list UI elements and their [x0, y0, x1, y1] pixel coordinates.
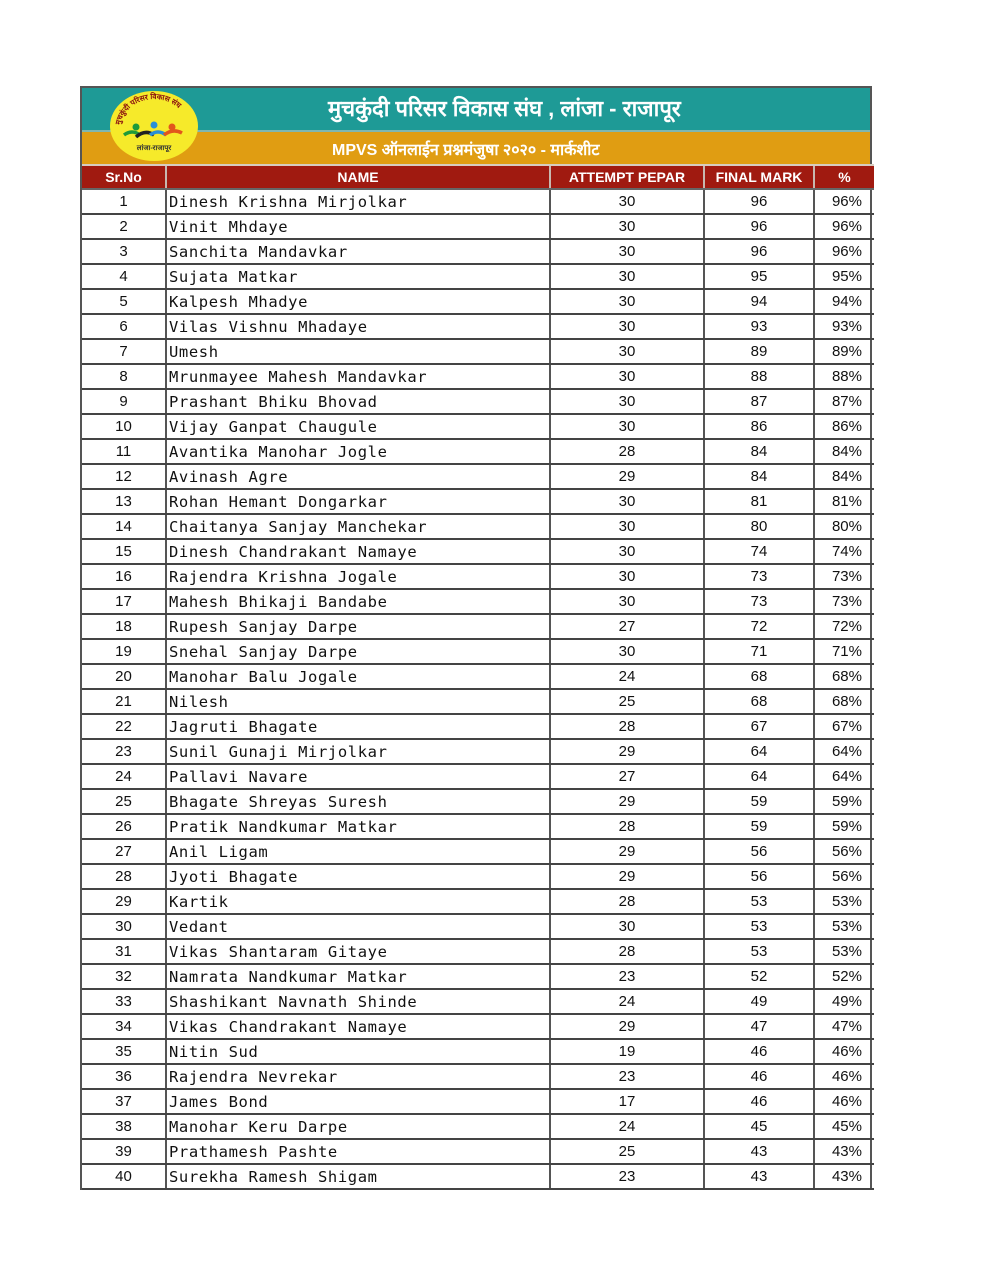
cell-name: Umesh — [166, 339, 550, 364]
cell-final-mark: 53 — [704, 914, 814, 939]
cell-final-mark: 68 — [704, 689, 814, 714]
cell-percent: 53% — [814, 889, 874, 914]
table-row — [82, 1014, 874, 1039]
cell-final-mark: 93 — [704, 314, 814, 339]
cell-name: Jagruti Bhagate — [166, 714, 550, 739]
organization-logo — [110, 91, 198, 161]
cell-final-mark: 52 — [704, 964, 814, 989]
table-row — [82, 1064, 874, 1089]
cell-final-mark: 43 — [704, 1139, 814, 1164]
cell-name: Dinesh Krishna Mirjolkar — [166, 189, 550, 214]
cell-percent: 49% — [814, 989, 874, 1014]
cell-percent: 45% — [814, 1114, 874, 1139]
cell-final-mark: 96 — [704, 239, 814, 264]
cell-final-mark: 84 — [704, 439, 814, 464]
table-row — [82, 639, 874, 664]
cell-name: Nitin Sud — [166, 1039, 550, 1064]
table-row — [82, 1114, 874, 1139]
table-row — [82, 864, 874, 889]
column-header-srno: Sr.No — [82, 165, 166, 189]
cell-attempt: 30 — [550, 539, 704, 564]
cell-name: Vijay Ganpat Chaugule — [166, 414, 550, 439]
cell-name: Avantika Manohar Jogle — [166, 439, 550, 464]
cell-attempt: 30 — [550, 389, 704, 414]
cell-percent: 96% — [814, 239, 874, 264]
cell-final-mark: 96 — [704, 214, 814, 239]
table-row — [82, 814, 874, 839]
cell-percent: 43% — [814, 1139, 874, 1164]
table-row — [82, 414, 874, 439]
cell-srno: 14 — [82, 514, 166, 539]
cell-attempt: 23 — [550, 1064, 704, 1089]
cell-attempt: 29 — [550, 464, 704, 489]
cell-srno: 25 — [82, 789, 166, 814]
cell-attempt: 24 — [550, 664, 704, 689]
table-row — [82, 539, 874, 564]
logo-icon — [110, 91, 198, 161]
cell-final-mark: 59 — [704, 789, 814, 814]
cell-percent: 56% — [814, 839, 874, 864]
cell-name: Chaitanya Sanjay Manchekar — [166, 514, 550, 539]
table-row — [82, 189, 874, 214]
cell-srno: 30 — [82, 914, 166, 939]
cell-attempt: 25 — [550, 1139, 704, 1164]
cell-percent: 68% — [814, 664, 874, 689]
cell-srno: 37 — [82, 1089, 166, 1114]
cell-attempt: 30 — [550, 489, 704, 514]
cell-final-mark: 56 — [704, 839, 814, 864]
cell-attempt: 28 — [550, 714, 704, 739]
cell-srno: 10 — [82, 414, 166, 439]
marks-table — [82, 164, 874, 1190]
cell-name: Rohan Hemant Dongarkar — [166, 489, 550, 514]
cell-srno: 5 — [82, 289, 166, 314]
cell-attempt: 30 — [550, 339, 704, 364]
cell-srno: 32 — [82, 964, 166, 989]
cell-attempt: 25 — [550, 689, 704, 714]
table-row — [82, 239, 874, 264]
cell-srno: 21 — [82, 689, 166, 714]
table-row — [82, 1164, 874, 1189]
marksheet — [80, 86, 872, 1190]
cell-final-mark: 81 — [704, 489, 814, 514]
cell-name: Sanchita Mandavkar — [166, 239, 550, 264]
cell-name: Anil Ligam — [166, 839, 550, 864]
cell-final-mark: 96 — [704, 189, 814, 214]
cell-percent: 64% — [814, 739, 874, 764]
table-row — [82, 464, 874, 489]
cell-name: Nilesh — [166, 689, 550, 714]
cell-name: Rajendra Krishna Jogale — [166, 564, 550, 589]
cell-srno: 9 — [82, 389, 166, 414]
cell-name: Kalpesh Mhadye — [166, 289, 550, 314]
cell-srno: 38 — [82, 1114, 166, 1139]
cell-name: Bhagate Shreyas Suresh — [166, 789, 550, 814]
cell-srno: 16 — [82, 564, 166, 589]
cell-percent: 72% — [814, 614, 874, 639]
cell-attempt: 28 — [550, 939, 704, 964]
table-row — [82, 764, 874, 789]
cell-final-mark: 46 — [704, 1089, 814, 1114]
cell-srno: 20 — [82, 664, 166, 689]
cell-srno: 18 — [82, 614, 166, 639]
cell-final-mark: 80 — [704, 514, 814, 539]
header-banner — [82, 88, 870, 164]
cell-percent: 53% — [814, 914, 874, 939]
cell-percent: 46% — [814, 1089, 874, 1114]
table-row — [82, 1089, 874, 1114]
cell-percent: 43% — [814, 1164, 874, 1189]
cell-name: Shashikant Navnath Shinde — [166, 989, 550, 1014]
cell-final-mark: 46 — [704, 1064, 814, 1089]
cell-attempt: 27 — [550, 614, 704, 639]
cell-final-mark: 49 — [704, 989, 814, 1014]
cell-name: Vikas Shantaram Gitaye — [166, 939, 550, 964]
cell-final-mark: 43 — [704, 1164, 814, 1189]
cell-srno: 7 — [82, 339, 166, 364]
cell-final-mark: 88 — [704, 364, 814, 389]
cell-final-mark: 89 — [704, 339, 814, 364]
cell-final-mark: 87 — [704, 389, 814, 414]
cell-attempt: 24 — [550, 989, 704, 1014]
table-row — [82, 339, 874, 364]
cell-percent: 88% — [814, 364, 874, 389]
table-row — [82, 264, 874, 289]
cell-srno: 19 — [82, 639, 166, 664]
cell-attempt: 30 — [550, 564, 704, 589]
cell-final-mark: 46 — [704, 1039, 814, 1064]
table-row — [82, 439, 874, 464]
cell-srno: 1 — [82, 189, 166, 214]
cell-attempt: 30 — [550, 239, 704, 264]
table-row — [82, 889, 874, 914]
cell-name: Rupesh Sanjay Darpe — [166, 614, 550, 639]
cell-final-mark: 84 — [704, 464, 814, 489]
cell-name: Mahesh Bhikaji Bandabe — [166, 589, 550, 614]
cell-percent: 46% — [814, 1039, 874, 1064]
cell-final-mark: 47 — [704, 1014, 814, 1039]
table-row — [82, 939, 874, 964]
cell-name: Vedant — [166, 914, 550, 939]
cell-percent: 86% — [814, 414, 874, 439]
cell-percent: 59% — [814, 789, 874, 814]
cell-srno: 26 — [82, 814, 166, 839]
logo-text-bottom: लांजा-राजापूर — [136, 145, 172, 152]
cell-final-mark: 95 — [704, 264, 814, 289]
cell-name: Vilas Vishnu Mhadaye — [166, 314, 550, 339]
cell-percent: 73% — [814, 564, 874, 589]
cell-name: Vinit Mhdaye — [166, 214, 550, 239]
table-row — [82, 214, 874, 239]
table-row — [82, 364, 874, 389]
table-row — [82, 989, 874, 1014]
cell-percent: 84% — [814, 439, 874, 464]
cell-final-mark: 45 — [704, 1114, 814, 1139]
column-header-final-mark: FINAL MARK — [704, 165, 814, 189]
cell-name: Avinash Agre — [166, 464, 550, 489]
table-row — [82, 389, 874, 414]
cell-attempt: 30 — [550, 914, 704, 939]
cell-attempt: 30 — [550, 514, 704, 539]
cell-final-mark: 56 — [704, 864, 814, 889]
cell-srno: 36 — [82, 1064, 166, 1089]
table-row — [82, 789, 874, 814]
cell-percent: 74% — [814, 539, 874, 564]
cell-srno: 31 — [82, 939, 166, 964]
table-row — [82, 514, 874, 539]
cell-percent: 56% — [814, 864, 874, 889]
cell-percent: 71% — [814, 639, 874, 664]
cell-final-mark: 73 — [704, 564, 814, 589]
cell-name: Kartik — [166, 889, 550, 914]
table-row — [82, 914, 874, 939]
cell-name: Pallavi Navare — [166, 764, 550, 789]
cell-percent: 80% — [814, 514, 874, 539]
cell-attempt: 30 — [550, 264, 704, 289]
cell-percent: 84% — [814, 464, 874, 489]
cell-percent: 67% — [814, 714, 874, 739]
cell-name: Manohar Keru Darpe — [166, 1114, 550, 1139]
cell-percent: 89% — [814, 339, 874, 364]
table-row — [82, 839, 874, 864]
cell-attempt: 19 — [550, 1039, 704, 1064]
cell-srno: 6 — [82, 314, 166, 339]
cell-attempt: 30 — [550, 289, 704, 314]
cell-attempt: 27 — [550, 764, 704, 789]
table-row — [82, 614, 874, 639]
cell-attempt: 30 — [550, 214, 704, 239]
cell-srno: 24 — [82, 764, 166, 789]
cell-percent: 52% — [814, 964, 874, 989]
table-row — [82, 1039, 874, 1064]
cell-name: James Bond — [166, 1089, 550, 1114]
cell-attempt: 29 — [550, 789, 704, 814]
cell-final-mark: 64 — [704, 739, 814, 764]
table-row — [82, 589, 874, 614]
cell-attempt: 28 — [550, 889, 704, 914]
cell-name: Vikas Chandrakant Namaye — [166, 1014, 550, 1039]
cell-name: Rajendra Nevrekar — [166, 1064, 550, 1089]
cell-final-mark: 59 — [704, 814, 814, 839]
cell-srno: 34 — [82, 1014, 166, 1039]
table-header-row — [82, 165, 874, 189]
cell-name: Dinesh Chandrakant Namaye — [166, 539, 550, 564]
cell-srno: 15 — [82, 539, 166, 564]
cell-final-mark: 64 — [704, 764, 814, 789]
cell-percent: 68% — [814, 689, 874, 714]
cell-final-mark: 71 — [704, 639, 814, 664]
cell-percent: 81% — [814, 489, 874, 514]
cell-name: Sujata Matkar — [166, 264, 550, 289]
column-header-attempt: ATTEMPT PEPAR — [550, 165, 704, 189]
cell-attempt: 30 — [550, 639, 704, 664]
cell-attempt: 17 — [550, 1089, 704, 1114]
cell-name: Jyoti Bhagate — [166, 864, 550, 889]
cell-attempt: 29 — [550, 1014, 704, 1039]
cell-percent: 59% — [814, 814, 874, 839]
cell-final-mark: 68 — [704, 664, 814, 689]
cell-srno: 39 — [82, 1139, 166, 1164]
cell-attempt: 29 — [550, 864, 704, 889]
page-subtitle: MPVS ऑनलाईन प्रश्नमंजुषा २०२० - मार्कशीट — [332, 142, 600, 159]
cell-final-mark: 94 — [704, 289, 814, 314]
cell-percent: 46% — [814, 1064, 874, 1089]
cell-attempt: 29 — [550, 739, 704, 764]
cell-srno: 33 — [82, 989, 166, 1014]
cell-srno: 13 — [82, 489, 166, 514]
cell-attempt: 30 — [550, 589, 704, 614]
cell-final-mark: 53 — [704, 889, 814, 914]
cell-percent: 87% — [814, 389, 874, 414]
table-row — [82, 689, 874, 714]
cell-attempt: 30 — [550, 189, 704, 214]
column-header-percent: % — [814, 165, 874, 189]
table-row — [82, 564, 874, 589]
cell-srno: 35 — [82, 1039, 166, 1064]
cell-final-mark: 73 — [704, 589, 814, 614]
cell-name: Snehal Sanjay Darpe — [166, 639, 550, 664]
cell-percent: 47% — [814, 1014, 874, 1039]
table-row — [82, 964, 874, 989]
cell-percent: 96% — [814, 214, 874, 239]
cell-percent: 95% — [814, 264, 874, 289]
cell-name: Mrunmayee Mahesh Mandavkar — [166, 364, 550, 389]
cell-name: Manohar Balu Jogale — [166, 664, 550, 689]
table-row — [82, 489, 874, 514]
cell-final-mark: 72 — [704, 614, 814, 639]
cell-percent: 53% — [814, 939, 874, 964]
cell-attempt: 28 — [550, 814, 704, 839]
cell-final-mark: 67 — [704, 714, 814, 739]
cell-name: Pratik Nandkumar Matkar — [166, 814, 550, 839]
cell-name: Namrata Nandkumar Matkar — [166, 964, 550, 989]
cell-attempt: 30 — [550, 364, 704, 389]
cell-attempt: 23 — [550, 964, 704, 989]
cell-final-mark: 53 — [704, 939, 814, 964]
cell-name: Surekha Ramesh Shigam — [166, 1164, 550, 1189]
cell-percent: 93% — [814, 314, 874, 339]
cell-name: Sunil Gunaji Mirjolkar — [166, 739, 550, 764]
cell-percent: 73% — [814, 589, 874, 614]
table-row — [82, 1139, 874, 1164]
cell-name: Prathamesh Pashte — [166, 1139, 550, 1164]
column-header-name: NAME — [166, 165, 550, 189]
table-row — [82, 714, 874, 739]
table-row — [82, 664, 874, 689]
cell-final-mark: 86 — [704, 414, 814, 439]
cell-srno: 23 — [82, 739, 166, 764]
cell-percent: 96% — [814, 189, 874, 214]
cell-srno: 2 — [82, 214, 166, 239]
cell-final-mark: 74 — [704, 539, 814, 564]
cell-attempt: 30 — [550, 414, 704, 439]
cell-srno: 4 — [82, 264, 166, 289]
cell-percent: 64% — [814, 764, 874, 789]
page-title: मुचकुंदी परिसर विकास संघ , लांजा - राजापूर — [328, 96, 681, 121]
cell-attempt: 30 — [550, 314, 704, 339]
table-row — [82, 739, 874, 764]
cell-srno: 8 — [82, 364, 166, 389]
cell-srno: 12 — [82, 464, 166, 489]
cell-attempt: 23 — [550, 1164, 704, 1189]
cell-attempt: 29 — [550, 839, 704, 864]
cell-srno: 11 — [82, 439, 166, 464]
cell-srno: 27 — [82, 839, 166, 864]
cell-srno: 17 — [82, 589, 166, 614]
cell-srno: 29 — [82, 889, 166, 914]
logo-text-top: मुचकुंदी परिसर विकास संघ — [113, 91, 184, 126]
table-row — [82, 314, 874, 339]
table-row — [82, 289, 874, 314]
cell-percent: 94% — [814, 289, 874, 314]
cell-attempt: 28 — [550, 439, 704, 464]
cell-name: Prashant Bhiku Bhovad — [166, 389, 550, 414]
cell-srno: 40 — [82, 1164, 166, 1189]
cell-srno: 28 — [82, 864, 166, 889]
cell-attempt: 24 — [550, 1114, 704, 1139]
cell-srno: 3 — [82, 239, 166, 264]
cell-srno: 22 — [82, 714, 166, 739]
